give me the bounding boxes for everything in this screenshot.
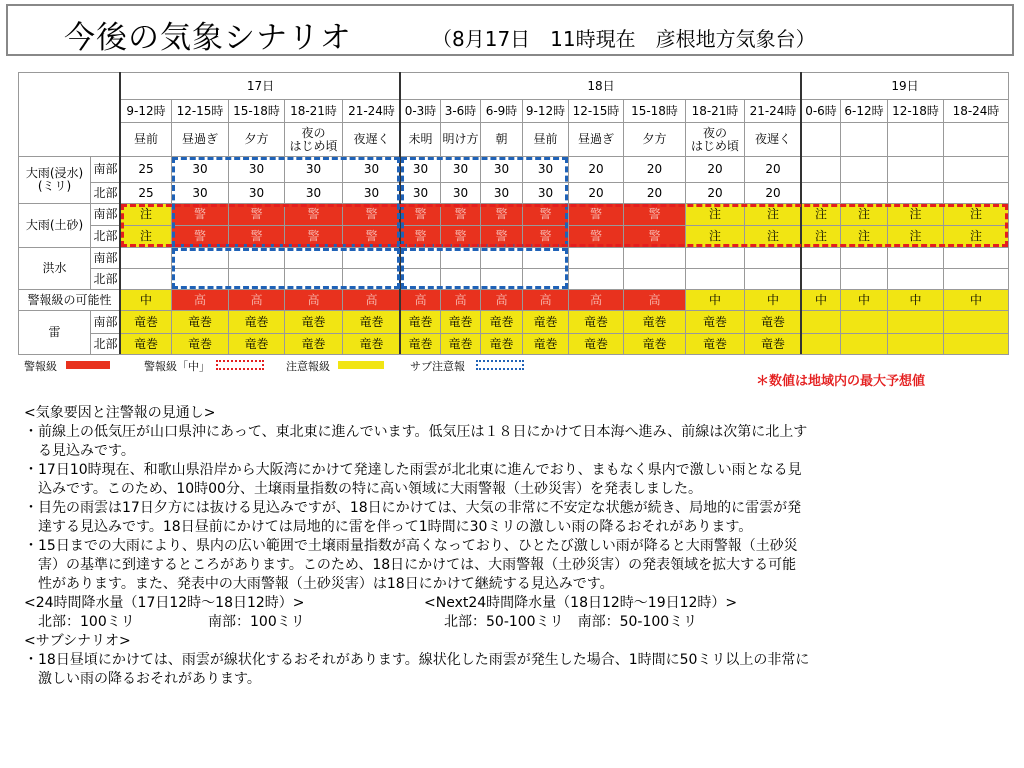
thunder-south-cell: [943, 310, 1009, 334]
legend-sub-swatch: [476, 360, 524, 370]
period-header: 夜の はじめ頃: [284, 122, 343, 157]
flood-north-cell: [171, 268, 229, 290]
thunder-south-cell: 竜巻: [120, 310, 172, 334]
thunder-north-cell: 竜巻: [284, 333, 343, 355]
scenario-text: [24, 404, 994, 689]
flood-south-cell: [440, 247, 481, 269]
day-header: 17日: [120, 72, 401, 100]
region-south: 南部: [90, 156, 121, 183]
outlook-line: 達する見込みです。18日昼前にかけては局地的に雷を伴って1時間に30ミリの激しい雨の降るおそれがあります。: [24, 519, 753, 535]
landslide-north-cell: 注: [943, 225, 1009, 248]
page-title: 今後の気象シナリオ: [64, 20, 352, 56]
flood-north-cell: [801, 268, 841, 290]
time-header: 18-21時: [685, 99, 745, 123]
possibility-cell: 中: [685, 289, 745, 311]
outlook-line: ・17日10時現在、和歌山県沿岸から大阪湾にかけて発達した雨雲が北北東に進んでおり、まもなく県内で激しい雨となる見: [24, 462, 802, 478]
period-header: 昼前: [120, 122, 172, 157]
inundation-south-cell: [887, 156, 944, 183]
day-separator: [119, 72, 121, 354]
sub-scenario-lines: [24, 651, 994, 689]
possibility-cell: 高: [568, 289, 624, 311]
possibility-cell: 中: [840, 289, 888, 311]
thunder-north-cell: 竜巻: [522, 333, 569, 355]
possibility-cell: 高: [228, 289, 285, 311]
inundation-south-cell: 30: [440, 156, 481, 183]
period-header: 明け方: [440, 122, 481, 157]
possibility-cell: 中: [801, 289, 841, 311]
flood-north-cell: [440, 268, 481, 290]
flood-south-cell: [284, 247, 343, 269]
outlook-line: ・前線上の低気圧が山口県沖にあって、東北東に進んでいます。低気圧は１８日にかけて日本海へ進み、前線は次第に北上す: [24, 424, 808, 440]
region-south: 南部: [90, 203, 121, 226]
thunder-south-cell: 竜巻: [744, 310, 802, 334]
period-header: 夜遅く: [342, 122, 401, 157]
possibility-cell: 高: [400, 289, 441, 311]
landslide-north-cell: 警: [342, 225, 401, 248]
inundation-north-cell: 30: [342, 182, 401, 204]
flood-north-cell: [943, 268, 1009, 290]
time-header: 6-12時: [840, 99, 888, 123]
thunder-south-cell: 竜巻: [440, 310, 481, 334]
inundation-north-cell: 30: [480, 182, 523, 204]
thunder-north-cell: 竜巻: [228, 333, 285, 355]
flood-north-cell: [228, 268, 285, 290]
possibility-cell: 高: [522, 289, 569, 311]
flood-north-cell: [480, 268, 523, 290]
legend-keiho-chu-label: 警報級「中」: [144, 360, 210, 373]
flood-south-cell: [480, 247, 523, 269]
legend-keiho-swatch: [66, 361, 110, 369]
landslide-north-cell: 警: [228, 225, 285, 248]
flood-south-cell: [623, 247, 686, 269]
thunder-north-cell: 竜巻: [120, 333, 172, 355]
thunder-north-cell: 竜巻: [480, 333, 523, 355]
landslide-south-cell: 警: [228, 203, 285, 226]
period-header: 夕方: [623, 122, 686, 157]
flood-south-cell: [171, 247, 229, 269]
inundation-north-cell: [801, 182, 841, 204]
flood-north-cell: [623, 268, 686, 290]
rain24-south: 南部：100ミリ: [208, 614, 305, 630]
outlook-line: 害）の基準に到達するところがあります。このため、18日にかけては、大雨警報（土砂災害）の発表領域を拡大する可能: [24, 557, 797, 573]
time-header: 15-18時: [623, 99, 686, 123]
inundation-south-cell: 20: [623, 156, 686, 183]
landslide-south-cell: 警: [440, 203, 481, 226]
flood-north-cell: [400, 268, 441, 290]
region-south: 南部: [90, 310, 121, 334]
landslide-south-cell: 警: [568, 203, 624, 226]
inundation-north-cell: [887, 182, 944, 204]
legend: [24, 358, 744, 374]
thunder-north-cell: [840, 333, 888, 355]
inundation-north-cell: 20: [685, 182, 745, 204]
inundation-south-cell: 30: [522, 156, 569, 183]
thunder-south-cell: 竜巻: [342, 310, 401, 334]
flood-south-cell: [840, 247, 888, 269]
period-header: 昼過ぎ: [568, 122, 624, 157]
thunder-north-cell: 竜巻: [744, 333, 802, 355]
thunder-south-cell: [840, 310, 888, 334]
flood-south-cell: [744, 247, 802, 269]
landslide-south-cell: 注: [685, 203, 745, 226]
time-header: 3-6時: [440, 99, 481, 123]
period-header: 夜遅く: [744, 122, 802, 157]
flood-south-cell: [943, 247, 1009, 269]
period-header: 夕方: [228, 122, 285, 157]
period-header: [801, 122, 841, 157]
next24-label: <Next24時間降水量（18日12時～19日12時）>: [424, 595, 738, 611]
inundation-north-cell: 20: [623, 182, 686, 204]
landslide-south-cell: 注: [943, 203, 1009, 226]
possibility-cell: 中: [943, 289, 1009, 311]
landslide-north-cell: 注: [120, 225, 172, 248]
possibility-cell: 高: [440, 289, 481, 311]
inundation-south-cell: 30: [284, 156, 343, 183]
inundation-south-cell: [943, 156, 1009, 183]
flood-south-cell: [568, 247, 624, 269]
rain24-north: 北部：100ミリ: [38, 614, 135, 630]
outlook-line: ・目先の雨雲は17日夕方には抜ける見込みですが、18日にかけては、大気の非常に不安定な状態が続き、局地的に雷雲が発: [24, 500, 802, 516]
forecast-table: [18, 72, 1008, 355]
thunder-north-cell: 竜巻: [342, 333, 401, 355]
thunder-north-cell: [801, 333, 841, 355]
inundation-north-cell: 30: [284, 182, 343, 204]
landslide-north-cell: 注: [887, 225, 944, 248]
sub-scenario-header: <サブシナリオ>: [24, 633, 131, 649]
period-header: [887, 122, 944, 157]
time-header: 9-12時: [522, 99, 569, 123]
landslide-south-cell: 注: [120, 203, 172, 226]
inundation-north-cell: 30: [400, 182, 441, 204]
inundation-south-cell: 30: [480, 156, 523, 183]
flood-north-cell: [840, 268, 888, 290]
landslide-north-cell: 注: [744, 225, 802, 248]
inundation-south-cell: 30: [400, 156, 441, 183]
landslide-south-cell: 注: [840, 203, 888, 226]
title-box: [6, 4, 1014, 56]
thunder-south-cell: 竜巻: [568, 310, 624, 334]
sub-scenario-line: ・18日昼頃にかけては、雨雲が線状化するおそれがあります。線状化した雨雲が発生した場合、1時間に50ミリ以上の非常に: [24, 652, 810, 668]
outlook-line: <気象要因と注警報の見通し>: [24, 405, 216, 421]
time-header: 9-12時: [120, 99, 172, 123]
inundation-south-cell: 30: [342, 156, 401, 183]
thunder-north-cell: 竜巻: [568, 333, 624, 355]
thunder-south-cell: 竜巻: [171, 310, 229, 334]
time-header: 18-24時: [943, 99, 1009, 123]
period-header: 昼前: [522, 122, 569, 157]
category-possibility: 警報級の可能性: [18, 289, 121, 311]
period-header: 朝: [480, 122, 523, 157]
possibility-cell: 高: [284, 289, 343, 311]
flood-south-cell: [228, 247, 285, 269]
time-header: 6-9時: [480, 99, 523, 123]
time-header: 0-3時: [400, 99, 441, 123]
outlook-line: 性があります。また、発表中の大雨警報（土砂災害）は18日にかけて継続する見込みです。: [24, 576, 614, 592]
flood-north-cell: [120, 268, 172, 290]
landslide-north-cell: 警: [623, 225, 686, 248]
flood-north-cell: [284, 268, 343, 290]
landslide-south-cell: 注: [744, 203, 802, 226]
landslide-south-cell: 警: [522, 203, 569, 226]
possibility-cell: 高: [342, 289, 401, 311]
period-header: [943, 122, 1009, 157]
category-landslide: 大雨(土砂): [18, 203, 91, 248]
page-subtitle: （8月17日 11時現在 彦根地方気象台）: [432, 27, 816, 51]
day-separator: [800, 72, 802, 354]
thunder-south-cell: 竜巻: [480, 310, 523, 334]
legend-keiho-label: 警報級: [24, 360, 57, 373]
region-north: 北部: [90, 225, 121, 248]
time-header: 21-24時: [744, 99, 802, 123]
landslide-south-cell: 警: [400, 203, 441, 226]
flood-south-cell: [342, 247, 401, 269]
flood-north-cell: [342, 268, 401, 290]
day-header: 18日: [400, 72, 802, 100]
time-header: 0-6時: [801, 99, 841, 123]
thunder-south-cell: 竜巻: [284, 310, 343, 334]
landslide-south-cell: 注: [801, 203, 841, 226]
thunder-south-cell: [887, 310, 944, 334]
outlook-lines: [24, 404, 994, 594]
landslide-south-cell: 注: [887, 203, 944, 226]
max-value-note: ＊数値は地域内の最大予想値: [756, 374, 926, 389]
possibility-cell: 高: [171, 289, 229, 311]
thunder-north-cell: 竜巻: [440, 333, 481, 355]
inundation-south-cell: 30: [228, 156, 285, 183]
landslide-north-cell: 警: [284, 225, 343, 248]
thunder-south-cell: 竜巻: [522, 310, 569, 334]
day-separator: [399, 72, 401, 354]
landslide-south-cell: 警: [480, 203, 523, 226]
legend-chuiho-swatch: [338, 361, 384, 369]
thunder-south-cell: 竜巻: [623, 310, 686, 334]
landslide-south-cell: 警: [284, 203, 343, 226]
thunder-south-cell: [801, 310, 841, 334]
region-north: 北部: [90, 268, 121, 290]
landslide-north-cell: 警: [440, 225, 481, 248]
thunder-north-cell: [887, 333, 944, 355]
flood-north-cell: [568, 268, 624, 290]
outlook-line: ・15日までの大雨により、県内の広い範囲で土壌雨量指数が高くなっており、ひとたび激しい雨が降ると大雨警報（土砂災: [24, 538, 798, 554]
thunder-north-cell: 竜巻: [171, 333, 229, 355]
landslide-north-cell: 注: [801, 225, 841, 248]
time-header: 15-18時: [228, 99, 285, 123]
inundation-north-cell: 30: [522, 182, 569, 204]
landslide-south-cell: 警: [171, 203, 229, 226]
flood-south-cell: [801, 247, 841, 269]
landslide-north-cell: 警: [568, 225, 624, 248]
landslide-north-cell: 警: [480, 225, 523, 248]
thunder-south-cell: 竜巻: [400, 310, 441, 334]
thunder-north-cell: 竜巻: [685, 333, 745, 355]
landslide-north-cell: 警: [171, 225, 229, 248]
legend-sub-label: サブ注意報: [410, 360, 465, 373]
outlook-line: る見込みです。: [24, 443, 135, 459]
inundation-south-cell: [801, 156, 841, 183]
category-inundation: 大雨(浸水) (ミリ): [18, 156, 91, 204]
inundation-south-cell: [840, 156, 888, 183]
flood-north-cell: [887, 268, 944, 290]
thunder-north-cell: 竜巻: [623, 333, 686, 355]
period-header: 昼過ぎ: [171, 122, 229, 157]
landslide-south-cell: 警: [342, 203, 401, 226]
possibility-cell: 中: [120, 289, 172, 311]
time-header: 12-18時: [887, 99, 944, 123]
legend-chuiho-label: 注意報級: [286, 360, 330, 373]
inundation-south-cell: 20: [744, 156, 802, 183]
outlook-line: 込みです。このため、10時00分、土壌雨量指数の特に高い領域に大雨警報（土砂災害）を発表しました。: [24, 481, 702, 497]
possibility-cell: 中: [887, 289, 944, 311]
flood-south-cell: [400, 247, 441, 269]
thunder-north-cell: 竜巻: [400, 333, 441, 355]
flood-south-cell: [522, 247, 569, 269]
legend-keiho-chu-swatch: [216, 360, 264, 370]
next24-values: 北部：50-100ミリ 南部：50-100ミリ: [444, 614, 698, 630]
flood-south-cell: [120, 247, 172, 269]
thunder-south-cell: 竜巻: [228, 310, 285, 334]
time-header: 21-24時: [342, 99, 401, 123]
thunder-south-cell: 竜巻: [685, 310, 745, 334]
flood-south-cell: [685, 247, 745, 269]
table-corner: [18, 72, 121, 157]
landslide-north-cell: 警: [400, 225, 441, 248]
rain-label-row: [24, 594, 994, 613]
inundation-north-cell: 30: [440, 182, 481, 204]
region-north: 北部: [90, 333, 121, 355]
time-header: 12-15時: [171, 99, 229, 123]
inundation-north-cell: [943, 182, 1009, 204]
inundation-north-cell: 25: [120, 182, 172, 204]
period-header: [840, 122, 888, 157]
period-header: 夜の はじめ頃: [685, 122, 745, 157]
possibility-cell: 高: [480, 289, 523, 311]
category-flood: 洪水: [18, 247, 91, 290]
inundation-north-cell: 30: [171, 182, 229, 204]
day-header: 19日: [801, 72, 1009, 100]
landslide-north-cell: 注: [840, 225, 888, 248]
inundation-south-cell: 30: [171, 156, 229, 183]
sub-scenario-line: 激しい雨の降るおそれがあります。: [24, 671, 261, 687]
inundation-south-cell: 20: [685, 156, 745, 183]
flood-north-cell: [685, 268, 745, 290]
inundation-north-cell: 20: [568, 182, 624, 204]
possibility-cell: 高: [623, 289, 686, 311]
category-thunder: 雷: [18, 310, 91, 355]
rain-value-row: [24, 613, 994, 632]
landslide-north-cell: 注: [685, 225, 745, 248]
flood-south-cell: [887, 247, 944, 269]
inundation-north-cell: [840, 182, 888, 204]
inundation-south-cell: 25: [120, 156, 172, 183]
rain24-label: <24時間降水量（17日12時～18日12時）>: [24, 595, 305, 611]
thunder-north-cell: [943, 333, 1009, 355]
possibility-cell: 中: [744, 289, 802, 311]
time-header: 12-15時: [568, 99, 624, 123]
region-north: 北部: [90, 182, 121, 204]
time-header: 18-21時: [284, 99, 343, 123]
landslide-north-cell: 警: [522, 225, 569, 248]
inundation-north-cell: 20: [744, 182, 802, 204]
flood-north-cell: [522, 268, 569, 290]
inundation-south-cell: 20: [568, 156, 624, 183]
landslide-south-cell: 警: [623, 203, 686, 226]
period-header: 未明: [400, 122, 441, 157]
flood-north-cell: [744, 268, 802, 290]
region-south: 南部: [90, 247, 121, 269]
inundation-north-cell: 30: [228, 182, 285, 204]
